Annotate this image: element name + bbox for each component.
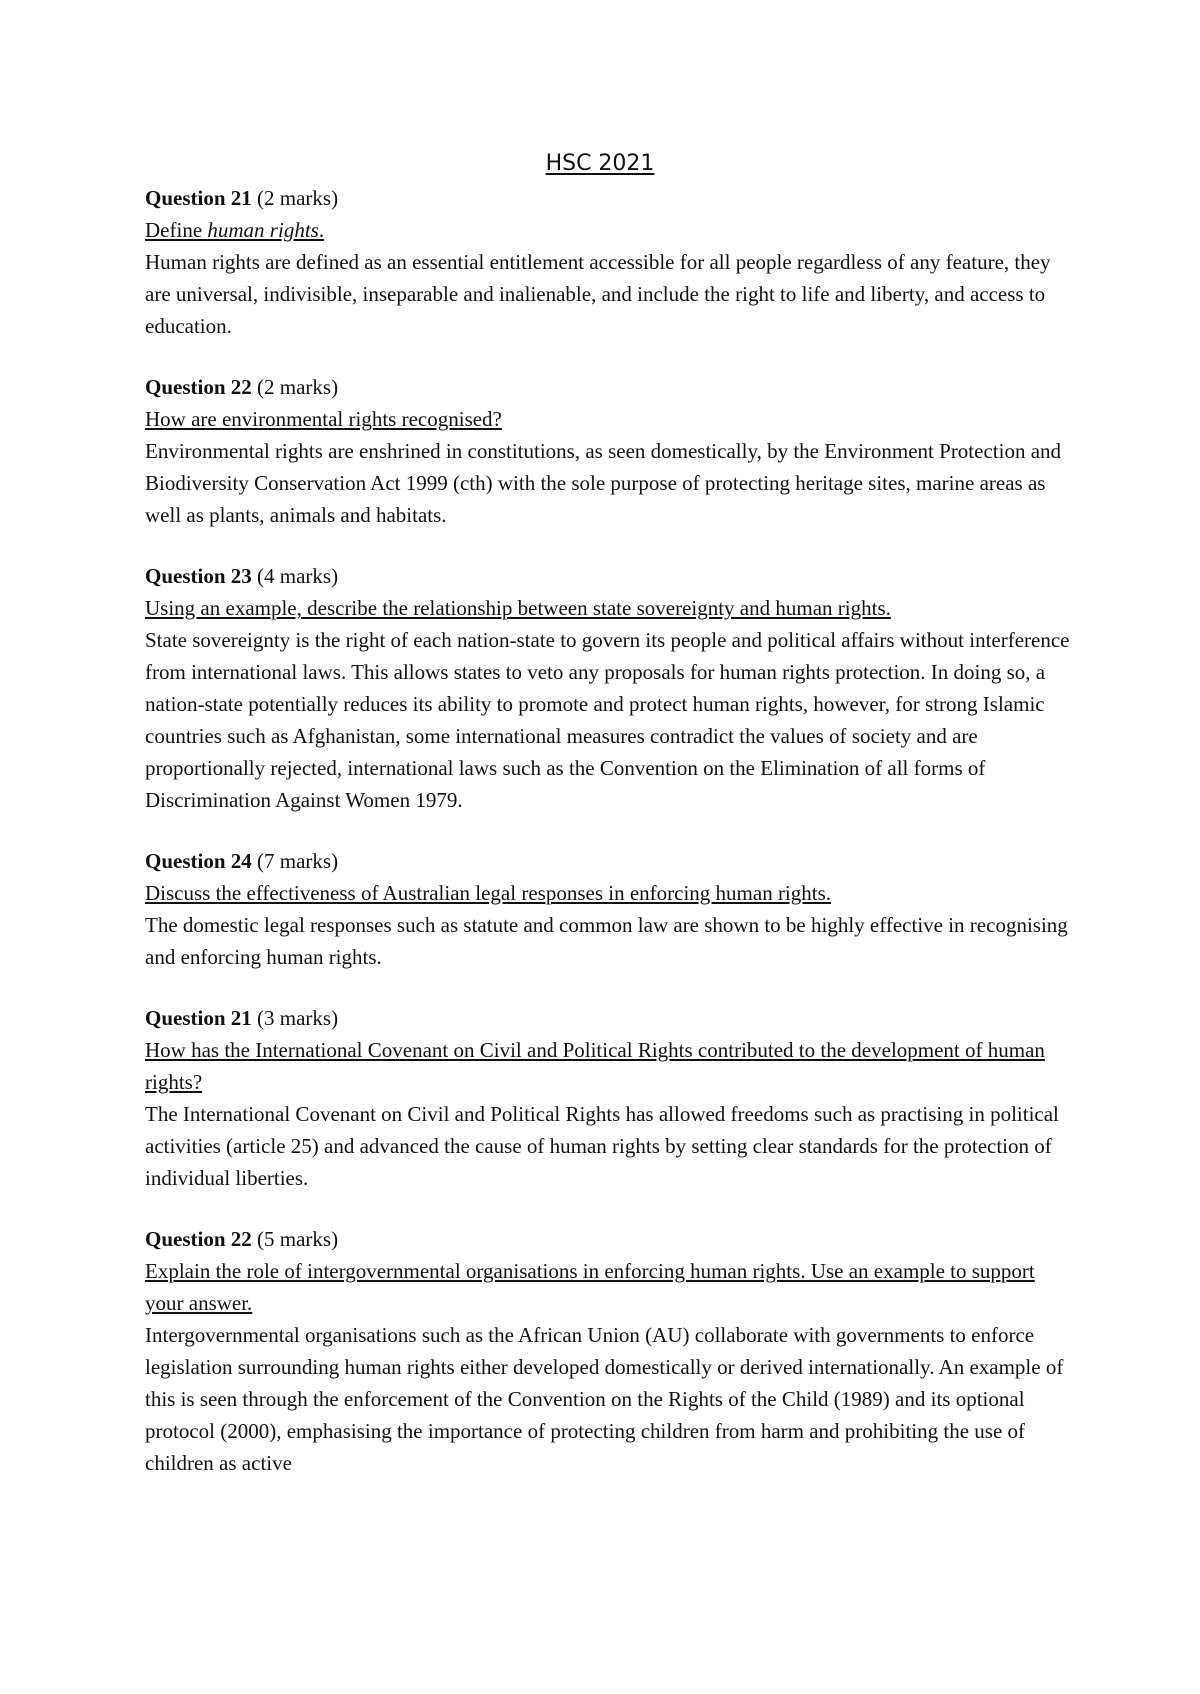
question-prompt: How has the International Covenant on Civil and Political Rights contributed to the development of human rights? [145,1038,1045,1094]
question-block [145,1002,1075,1194]
question-prompt: Discuss the effectiveness of Australian legal responses in enforcing human rights. [145,881,832,905]
question-number: Question 21 [145,1006,252,1030]
question-answer: Human rights are defined as an essential entitlement accessible for all people regardless of any feature, they are universal, indivisible, inseparable and inalienable, and include the right to life and liberty, and access to education. [145,250,1051,338]
question-heading [145,1223,1075,1255]
emphasised-term: human rights [207,218,319,242]
question-heading [145,1002,1075,1034]
question-number: Question 21 [145,186,252,210]
question-answer: State sovereignty is the right of each nation-state to govern its people and political affairs without interference from international laws. This allows states to veto any proposals for human rights protection. In doing so, a nation-state potentially reduces its ability to promote and protect human rights, however, for strong Islamic countries such as Afghanistan, some international measures contradict the values of society and are proportionally rejected, international laws such as the Convention on the Elimination of all forms of Discrimination Against Women 1979. [145,628,1070,812]
question-heading [145,560,1075,592]
question-number: Question 24 [145,849,252,873]
question-answer: Intergovernmental organisations such as the African Union (AU) collaborate with governments to enforce legislation surrounding human rights either developed domestically or derived internationally. An example of this is seen through the enforcement of the Convention on the Rights of the Child (1989) and its optional protocol (2000), emphasising the importance of protecting children from harm and prohibiting the use of children as active [145,1323,1064,1475]
question-answer: The domestic legal responses such as statute and common law are shown to be highly effective in recognising and enforcing human rights. [145,913,1068,969]
question-prompt: Explain the role of intergovernmental organisations in enforcing human rights. Use an example to support your answer. [145,1259,1035,1315]
page-title: HSC 2021 [545,151,655,176]
question-block [145,845,1075,973]
question-block [145,182,1075,342]
question-prompt: Using an example, describe the relationship between state sovereignty and human rights. [145,596,891,620]
question-block [145,1223,1075,1479]
question-number: Question 22 [145,375,252,399]
question-answer: Environmental rights are enshrined in constitutions, as seen domestically, by the Environment Protection and Biodiversity Conservation Act 1999 (cth) with the sole purpose of protecting heritage sites, marine areas as well as plants, animals and habitats. [145,439,1062,527]
question-marks: (2 marks) [257,186,339,210]
question-prompt: How are environmental rights recognised? [145,407,502,431]
question-marks: (5 marks) [257,1227,339,1251]
question-prompt: Define human rights. [145,218,325,242]
question-heading [145,182,1075,214]
question-heading [145,371,1075,403]
question-marks: (2 marks) [257,375,339,399]
question-number: Question 23 [145,564,252,588]
question-number: Question 22 [145,1227,252,1251]
question-marks: (4 marks) [257,564,339,588]
question-list [145,182,1075,1508]
question-block [145,560,1075,816]
question-answer: The International Covenant on Civil and Political Rights has allowed freedoms such as practising in political activities (article 25) and advanced the cause of human rights by setting clear standards for the protection of individual liberties. [145,1102,1059,1190]
question-marks: (3 marks) [257,1006,339,1030]
question-heading [145,845,1075,877]
question-marks: (7 marks) [257,849,339,873]
question-block [145,371,1075,531]
